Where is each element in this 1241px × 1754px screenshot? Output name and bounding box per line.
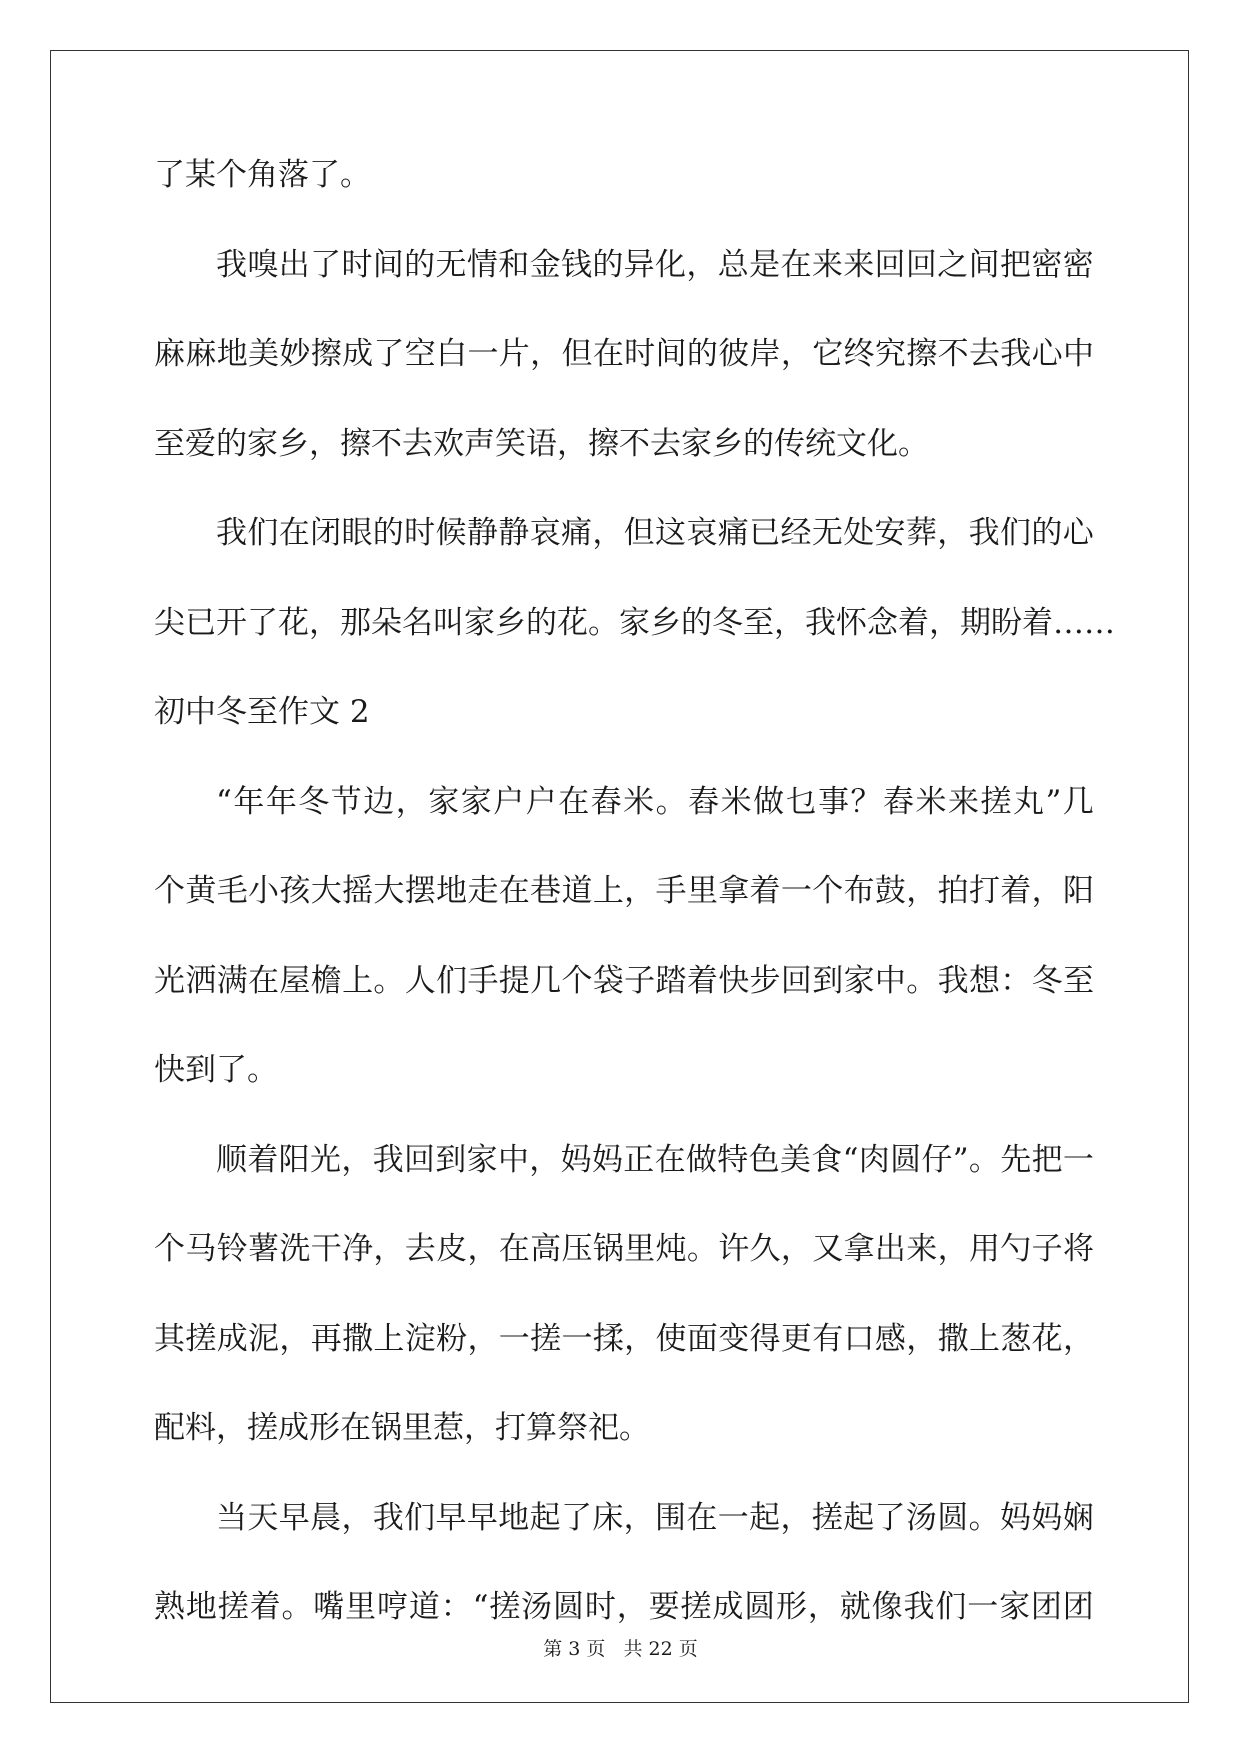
text-line: 顺 着 阳 光 ， 我 回 到 家 中 ， 妈 妈 正 在 做 特 色 美 食 “ 肉 圆 仔 ” 。 先 把 一 [216,1141,1094,1178]
text-line: 个 马 铃 薯 洗 干 净 ， 去 皮 ， 在 高 压 锅 里 炖 。 许 久 ， 又 拿 出 来 ， 用 勺 子 将 [154,1231,1094,1267]
text-line: 麻 麻 地 美 妙 擦 成 了 空 白 一 片 ， 但 在 时 间 的 彼 岸 ， 它 终 究 擦 不 去 我 心 中 [154,336,1094,372]
text-line: 尖 已 开 了 花 ， 那 朵 名 叫 家 乡 的 花 。 家 乡 的 冬 至 ， 我 怀 念 着 ， 期 盼 着 … … [154,604,1115,641]
page-number: 第 3 页 [543,1638,606,1660]
text-line: 熟 地 搓 着 。 嘴 里 哼 道 ： “ 搓 汤 圆 时 ， 要 搓 成 圆 形 ， 就 像 我 们 一 家 团 团 [154,1589,1094,1625]
text-line: 个 黄 毛 小 孩 大 摇 大 摆 地 走 在 巷 道 上 ， 手 里 拿 着 一 个 布 鼓 ， 拍 打 着 ， 阳 [154,873,1094,909]
text-line: 至爱的家乡，擦不去欢声笑语，擦不去家乡的传统文化。 [154,425,929,462]
text-line: 我 嗅 出 了 时 间 的 无 情 和 金 钱 的 异 化 ， 总 是 在 来 来 回 回 之 间 把 密 密 [216,246,1094,283]
text-line: 其 搓 成 泥 ， 再 撒 上 淀 粉 ， 一 搓 一 揉 ， 使 面 变 得 更 有 口 感 ， 撒 上 葱 花 ， [154,1320,1094,1357]
text-line: 光 洒 满 在 屋 檐 上 。 人 们 手 提 几 个 袋 子 踏 着 快 步 回 到 家 中 。 我 想 ： 冬 至 [154,962,1094,999]
text-line: 初中冬至作文 2 [154,694,370,730]
text-line: 快到了。 [154,1052,278,1088]
text-line: 配料，搓成形在锅里惹，打算祭祀。 [154,1410,650,1446]
text-line: 我 们 在 闭 眼 的 时 候 静 静 哀 痛 ， 但 这 哀 痛 已 经 无 处 安 葬 ， 我 们 的 心 [216,515,1094,551]
page-footer [0,1637,1241,1661]
text-line: 了某个角落了。 [154,157,371,193]
document-body [154,157,1115,1681]
total-pages: 共 22 页 [623,1638,698,1660]
text-line: “ 年 年 冬 节 边 ， 家 家 户 户 在 舂 米 。 舂 米 做 乜 事 ？ 舂 米 来 搓 丸 ” 几 [216,783,1094,820]
text-line: 当 天 早 晨 ， 我 们 早 早 地 起 了 床 ， 围 在 一 起 ， 搓 起 了 汤 圆 。 妈 妈 娴 [216,1499,1094,1536]
